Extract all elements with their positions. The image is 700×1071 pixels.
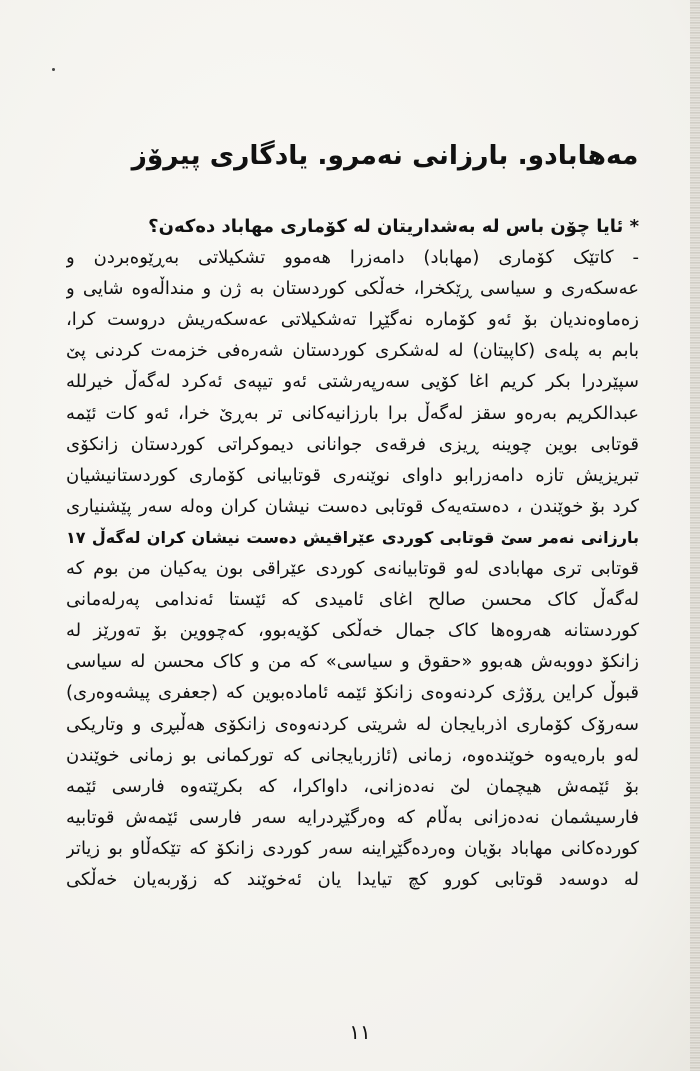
text-line: لە دوسەد قوتابی کورو کچ تیایدا یان ئەخوێند کە زۆربەیان خەڵکی [66, 868, 639, 890]
text-line: بۆ ئێمەش هیچمان لێ نەدەزانی، داواکرا، کە بکرێتەوە فارسی ئێمە [66, 775, 639, 797]
text-line: بارزانی نەمر سێ قوتابی کوردی عێراقیش دەست نیشان کران لەگەڵ ١٧ [66, 527, 639, 547]
question-line: * ئایا چۆن باس لە بەشداریتان لە کۆماری مهاباد دەکەن؟ [148, 216, 639, 237]
text-line: تبریزیش تازە دامەزرابو داوای نوێنەری قوتابیانی کۆماری کوردستانیشیان [66, 464, 639, 486]
text-line: سپێردرا بکر کریم اغا کۆیی سەرپەرشتی ئەو تیپەی ئەکرد لەگەڵ خیرلله [66, 371, 639, 393]
text-line: قبوڵ کراین ڕۆژی کردنەوەی زانکۆ ئێمە ئامادەبوین کە (جعفری پیشەوەری) [66, 682, 639, 704]
text-line: لەو بارەیەوە خوێندەوە، زمانی (ئازربایجانی کە تورکمانی بو زمانی خوێندن [66, 744, 639, 766]
text-line: کوردستانە هەروەها کاک جمال خەڵکی کۆیەبوو، کەچووین بۆ تەورێز لە [66, 620, 639, 642]
text-line: کوردەکانی مهاباد بۆیان وەردەگێڕاینە سەر کوردی زانکۆ کە تێکەڵاو بو زیاتر [66, 837, 639, 859]
page-number: ١١ [349, 1020, 371, 1044]
ink-speck [52, 68, 55, 71]
text-line: عەسکەری و سیاسی ڕێکخرا، خەڵکی کوردستان بە ژن و منداڵەوە شایی و [66, 278, 639, 300]
page-edge-shadow [690, 0, 700, 1071]
text-line: لەگەڵ کاک محسن صالح اغای ئامیدی کە ئێستا ئەندامی پەرلەمانی [66, 589, 639, 611]
text-line: زانکۆ دووبەش هەبوو «حقوق و سیاسی» کە من و کاک محسن لە سیاسی [66, 651, 639, 673]
text-line: فارسیشمان نەدەزانی بەڵام کە وەرگێڕدرایە سەر فارسی ئێمەش قوتابیە [66, 806, 639, 828]
page-title: مەهابادو. بارزانی نەمرو. یادگاری پیرۆز [131, 140, 639, 171]
text-line: عبدالکریم بەرەو سقز لەگەڵ برا بارزانیەکانی تر بەڕێ خرا، ئەو کات ئێمە [66, 402, 639, 424]
text-line: سەرۆک کۆماری اذربایجان لە شریتی کردنەوەی زانکۆی هەڵبڕی و وتاریکی [66, 713, 639, 735]
text-line: بابم بە پلەی (کاپیتان) لە لەشکری کوردستان شەرەفی خزمەت کردنی پێ [66, 340, 639, 362]
body-text [66, 211, 639, 895]
text-line: قوتابی تری مهابادی لەو قوتابیانەی کوردی عێراقی بون یەکیان من بوم کە [66, 558, 639, 580]
text-line: - کاتێک کۆماری (مهاباد) دامەزرا هەموو تشکیلاتی بەڕێوەبردن و [66, 247, 639, 269]
text-line: قوتابی بوین چوینە ڕیزی فرقەی جوانانی دیموکراتی کوردستان زانکۆی [66, 433, 639, 455]
text-line: کرد بۆ خوێندن ، دەستەیەک قوتابی دەست نیشان کران وەلە سەر پێشنیاری [66, 495, 639, 517]
text-line: زەماوەندیان بۆ ئەو کۆمارە نەگێڕا تەشکیلاتی عەسکەریش دروست کرا، [66, 309, 639, 331]
